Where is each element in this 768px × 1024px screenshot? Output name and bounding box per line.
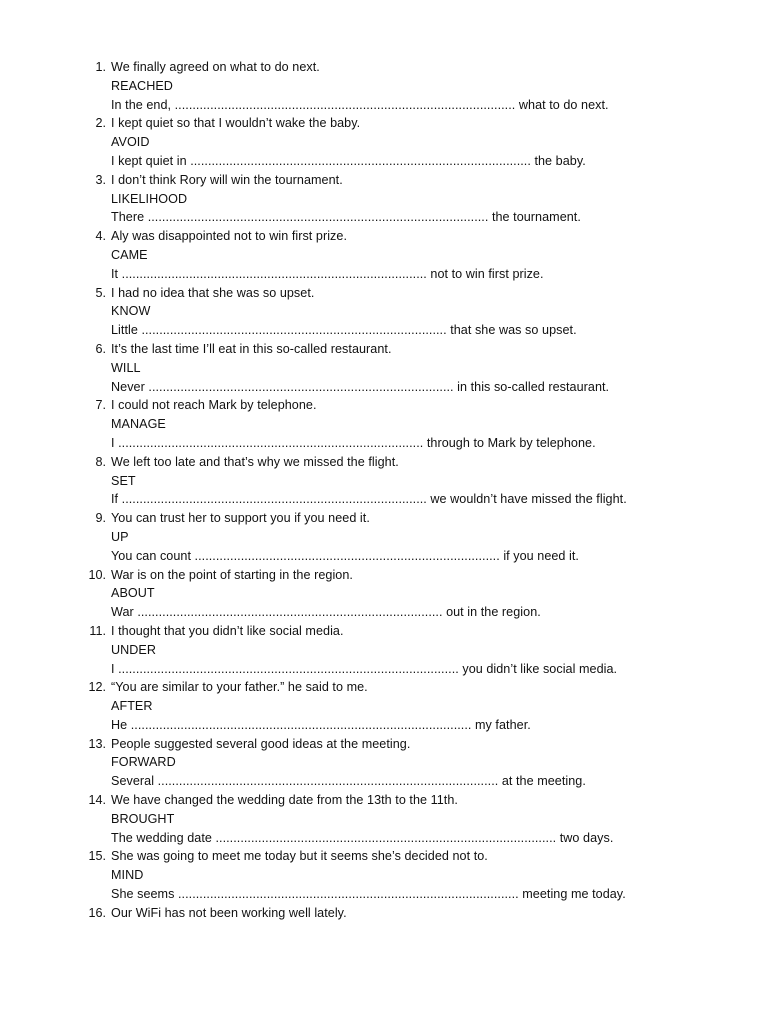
original-sentence: You can trust her to support you if you need it. [111, 511, 370, 526]
original-sentence: “You are similar to your father.” he said to me. [111, 680, 368, 695]
item-number: 13. [88, 736, 106, 751]
gapped-sentence: Never ...................................................................................... in this so-called restaurant. [111, 379, 610, 394]
exercise-item-3 [0, 171, 768, 227]
original-sentence: We finally agreed on what to do next. [111, 60, 320, 74]
gapped-sentence: Several ................................................................................................ at the meeting. [111, 774, 586, 789]
keyword: SET [111, 473, 136, 488]
original-sentence: People suggested several good ideas at the meeting. [111, 736, 411, 751]
item-number: 2. [95, 116, 106, 131]
item-number: 11. [89, 623, 106, 638]
exercise-item-10 [0, 566, 768, 622]
exercise-item-16 [0, 904, 768, 923]
keyword: UNDER [111, 642, 157, 657]
gapped-sentence: It ...................................................................................... not to win first prize. [111, 266, 544, 281]
item-number: 1. [95, 60, 106, 74]
item-number: 5. [95, 285, 106, 300]
item-number: 4. [95, 229, 106, 244]
gapped-sentence: If ...................................................................................... we wouldn’t have missed the flight. [111, 492, 627, 507]
exercise-item-2 [0, 114, 768, 170]
exercise-sheet [0, 58, 768, 923]
item-number: 10. [88, 567, 106, 582]
keyword: WILL [111, 360, 141, 375]
exercise-item-14 [0, 791, 768, 847]
gapped-sentence: She seems ................................................................................................ meeting me today. [111, 887, 626, 902]
item-number: 16. [88, 905, 106, 920]
item-number: 15. [88, 849, 106, 864]
exercise-item-13 [0, 735, 768, 791]
exercise-item-11 [0, 622, 768, 678]
keyword: MANAGE [111, 417, 166, 432]
original-sentence: I had no idea that she was so upset. [111, 285, 315, 300]
keyword: CAME [111, 247, 148, 262]
original-sentence: We have changed the wedding date from the 13th to the 11th. [111, 793, 458, 808]
gapped-sentence: Little ...................................................................................... that she was so upset. [111, 323, 577, 338]
exercise-item-5 [0, 284, 768, 340]
exercise-item-6 [0, 340, 768, 396]
exercise-item-15 [0, 847, 768, 903]
original-sentence: We left too late and that’s why we missed the flight. [111, 454, 399, 469]
exercise-item-8 [0, 453, 768, 509]
keyword: BROUGHT [111, 811, 175, 826]
gapped-sentence: He ................................................................................................ my father. [111, 717, 531, 732]
original-sentence: Aly was disappointed not to win first prize. [111, 229, 347, 244]
item-number: 8. [95, 454, 106, 469]
original-sentence: I thought that you didn’t like social media. [111, 623, 344, 638]
original-sentence: War is on the point of starting in the region. [111, 567, 353, 582]
exercise-item-1 [0, 58, 768, 114]
gapped-sentence: There ................................................................................................ the tournament. [111, 210, 581, 225]
item-number: 9. [95, 511, 106, 526]
keyword: AFTER [111, 699, 153, 714]
keyword: FORWARD [111, 755, 176, 770]
original-sentence: I don’t think Rory will win the tournament. [111, 172, 343, 187]
exercise-item-9 [0, 509, 768, 565]
gapped-sentence: In the end, ................................................................................................ what to do next. [111, 97, 609, 112]
item-number: 3. [95, 172, 106, 187]
keyword: UP [111, 529, 129, 544]
keyword: KNOW [111, 304, 151, 319]
exercise-item-4 [0, 227, 768, 283]
keyword: MIND [111, 868, 144, 883]
gapped-sentence: I ...................................................................................... through to Mark by telephone. [111, 435, 596, 450]
original-sentence: I could not reach Mark by telephone. [111, 398, 317, 413]
gapped-sentence: I ................................................................................................ you didn’t like social media. [111, 661, 618, 676]
item-number: 14. [88, 793, 106, 808]
item-number: 7. [95, 398, 106, 413]
original-sentence: I kept quiet so that I wouldn’t wake the baby. [111, 116, 361, 131]
gapped-sentence: I kept quiet in ................................................................................................ the baby. [111, 153, 586, 168]
keyword: ABOUT [111, 586, 155, 601]
gapped-sentence: The wedding date ................................................................................................ two days. [111, 830, 614, 845]
exercise-item-7 [0, 396, 768, 452]
item-number: 12. [88, 680, 106, 695]
gapped-sentence: War ...................................................................................... out in the region. [111, 605, 541, 620]
item-number: 6. [95, 341, 106, 356]
keyword: LIKELIHOOD [111, 191, 188, 206]
original-sentence: Our WiFi has not been working well lately. [111, 905, 347, 920]
original-sentence: She was going to meet me today but it seems she’s decided not to. [111, 849, 488, 864]
keyword: AVOID [111, 135, 150, 150]
original-sentence: It’s the last time I’ll eat in this so-called restaurant. [111, 341, 392, 356]
keyword: REACHED [111, 78, 173, 93]
exercise-item-12 [0, 678, 768, 734]
gapped-sentence: You can count ...................................................................................... if you need it. [111, 548, 579, 563]
